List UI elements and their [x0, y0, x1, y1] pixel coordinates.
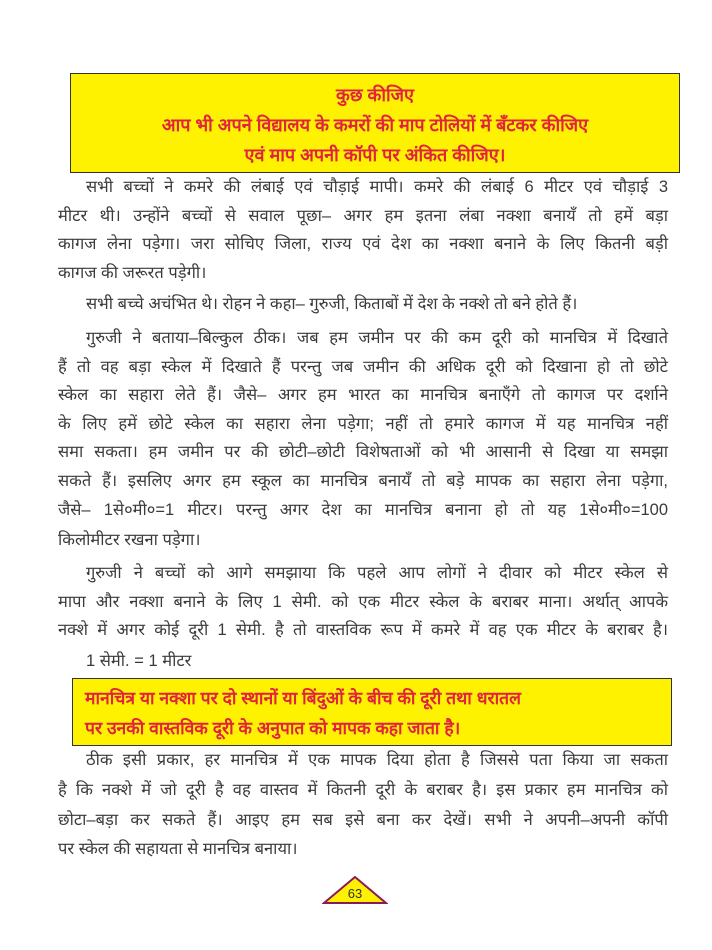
text-line: किलोमीटर रखना पड़ेगा।: [58, 531, 201, 549]
text-line: सकते हैं। इसलिए अगर हम स्कूल का मानचित्र बनायँ तो बड़े मापक का सहारा लेना पड़ेगा,: [58, 471, 668, 490]
text-line: समा सकता। हम जमीन पर की छोटी–छोटी विशेषताओं को भी आसानी से दिखा या समझा: [58, 443, 668, 461]
definition-box: [72, 678, 672, 746]
paragraph-1: [58, 173, 668, 287]
text-line: छोटा–बड़ा कर सकते हैं। आइए हम सब इसे बना कर देखें। सभी ने अपनी–अपनी कॉपी: [58, 810, 668, 829]
text-line: नक्शे में अगर कोई दूरी 1 सेमी. है तो वास्तविक रूप में कमरे में वह एक मीटर के बराबर है।: [58, 621, 668, 639]
text-line: कागज लेना पड़ेगा। जरा सोचिए जिला, राज्य एवं देश का नक्शा बनाने के लिए कितनी बड़ी: [58, 235, 668, 253]
activity-box: [70, 73, 680, 173]
text-line: है कि नक्शे में जो दूरी है वह वास्तव में कितनी दूरी के बराबर है। इस प्रकार हम मानचित्र को: [58, 780, 668, 799]
text-line: कागज की जरूरत पड़ेगी।: [58, 263, 207, 282]
definition-line: मानचित्र या नक्शा पर दो स्थानों या बिंदुओं के बीच की दूरी तथा धरातल: [85, 688, 521, 708]
page-number-badge: [322, 876, 388, 904]
page-number: 63: [347, 886, 363, 901]
text-line: के लिए हमें छोटे स्केल का सहारा लेना पड़ेगा; नहीं तो हमारे कागज में यह मानचित्र नहीं: [58, 414, 668, 433]
paragraph-5: [58, 746, 668, 863]
paragraph-3: [58, 324, 668, 555]
text-line: 1 सेमी. = 1 मीटर: [86, 652, 192, 670]
paragraph-4: [58, 559, 668, 645]
activity-title: कुछ कीजिए: [336, 85, 414, 105]
activity-line: एवं माप अपनी कॉपी पर अंकित कीजिए।: [244, 145, 506, 165]
text-line: जैसे– 1से०मी०=1 मीटर। परन्तु अगर देश का मानचित्र बनाना हो तो यह 1से०मी०=100: [58, 501, 668, 519]
paragraph-2: [58, 290, 668, 319]
text-line: सभी बच्चों ने कमरे की लंबाई एवं चौड़ाई मापी। कमरे की लंबाई 6 मीटर एवं चौड़ाई 3: [86, 178, 668, 196]
text-line: पर स्केल की सहायता से मानचित्र बनाया।: [58, 839, 298, 858]
text-line: सभी बच्चे अचंभित थे। रोहन ने कहा– गुरुजी, किताबों में देश के नक्शे तो बने होते हैं।: [86, 295, 578, 313]
text-line: मापा और नक्शा बनाने के लिए 1 सेमी. को एक मीटर स्केल के बराबर माना। अर्थात् आपके: [58, 592, 668, 611]
text-line: ठीक इसी प्रकार, हर मानचित्र में एक मापक दिया होता है जिससे पता किया जा सकता: [86, 751, 668, 769]
text-line: स्केल का सहारा लेते हैं। जैसे– अगर हम भारत का मानचित्र बनाएँगे तो कागज पर दर्शाने: [58, 386, 668, 404]
text-line: मीटर थी। उन्होंने बच्चों से सवाल पूछा– अगर हम इतना लंबा नक्शा बनायँ तो हमें बड़ा: [58, 206, 668, 225]
text-line: गुरुजी ने बच्चों को आगे समझाया कि पहले आप लोगों ने दीवार को मीटर स्केल से: [86, 564, 668, 582]
scale-equation: [58, 647, 668, 676]
text-line: हैं तो वह बड़ा स्केल में दिखाते हैं परन्तु जब जमीन की अधिक दूरी को दिखाना हो तो छोटे: [58, 357, 668, 376]
definition-line: पर उनकी वास्तविक दूरी के अनुपात को मापक कहा जाता है।: [85, 718, 461, 738]
text-line: गुरुजी ने बताया–बिल्कुल ठीक। जब हम जमीन पर की कम दूरी को मानचित्र में दिखाते: [86, 329, 668, 347]
activity-line: आप भी अपने विद्यालय के कमरों की माप टोलियों में बँटकर कीजिए: [161, 115, 589, 135]
